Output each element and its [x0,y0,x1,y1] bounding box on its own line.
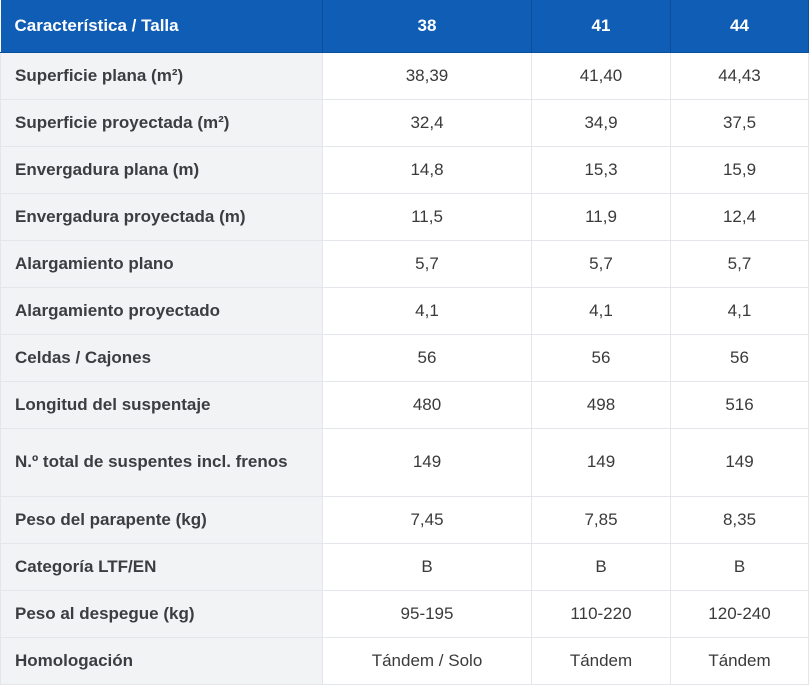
row-label: Envergadura proyectada (m) [1,193,323,240]
table-cell: 4,1 [532,287,671,334]
table-row [1,381,809,428]
table-cell: 95-195 [323,590,532,637]
row-label: Celdas / Cajones [1,334,323,381]
table-cell: 11,9 [532,193,671,240]
table-cell: 5,7 [671,240,809,287]
table-row [1,637,809,684]
table-cell: 15,9 [671,146,809,193]
row-label: Homologación [1,637,323,684]
table-row [1,496,809,543]
table-cell: 5,7 [323,240,532,287]
table-cell: 110-220 [532,590,671,637]
table-cell: 4,1 [671,287,809,334]
column-header-size-38: 38 [323,0,532,52]
table-cell: B [532,543,671,590]
table-cell: 56 [532,334,671,381]
table-cell: 14,8 [323,146,532,193]
row-label: N.º total de suspentes incl. frenos [1,428,323,496]
row-label: Peso del parapente (kg) [1,496,323,543]
table-cell: 34,9 [532,99,671,146]
table-header-row [1,0,809,52]
table-cell: 32,4 [323,99,532,146]
row-label: Peso al despegue (kg) [1,590,323,637]
table-cell: 56 [671,334,809,381]
table-cell: 11,5 [323,193,532,240]
table-cell: 4,1 [323,287,532,334]
table-row [1,52,809,99]
table-cell: 12,4 [671,193,809,240]
table-cell: B [671,543,809,590]
row-label: Alargamiento plano [1,240,323,287]
table-row [1,334,809,381]
table-row [1,193,809,240]
table-cell: 37,5 [671,99,809,146]
table-cell: 516 [671,381,809,428]
table-cell: 120-240 [671,590,809,637]
row-label: Superficie plana (m²) [1,52,323,99]
table-cell: Tándem [671,637,809,684]
table-row [1,146,809,193]
table-cell: 41,40 [532,52,671,99]
table-row [1,428,809,496]
table-cell: 8,35 [671,496,809,543]
table-cell: 480 [323,381,532,428]
table-cell: 149 [532,428,671,496]
column-header-feature: Característica / Talla [1,0,323,52]
column-header-size-44: 44 [671,0,809,52]
table-cell: 7,45 [323,496,532,543]
table-cell: 149 [671,428,809,496]
table-cell: Tándem / Solo [323,637,532,684]
row-label: Envergadura plana (m) [1,146,323,193]
table-cell: 5,7 [532,240,671,287]
row-label: Alargamiento proyectado [1,287,323,334]
table-row [1,543,809,590]
table-row [1,99,809,146]
table-cell: 15,3 [532,146,671,193]
table-cell: Tándem [532,637,671,684]
table-row [1,287,809,334]
table-row [1,240,809,287]
row-label: Superficie proyectada (m²) [1,99,323,146]
table-cell: 498 [532,381,671,428]
column-header-size-41: 41 [532,0,671,52]
table-cell: 149 [323,428,532,496]
table-row [1,590,809,637]
table-cell: B [323,543,532,590]
table-cell: 7,85 [532,496,671,543]
row-label: Longitud del suspentaje [1,381,323,428]
table-cell: 44,43 [671,52,809,99]
table-cell: 56 [323,334,532,381]
row-label: Categoría LTF/EN [1,543,323,590]
table-cell: 38,39 [323,52,532,99]
